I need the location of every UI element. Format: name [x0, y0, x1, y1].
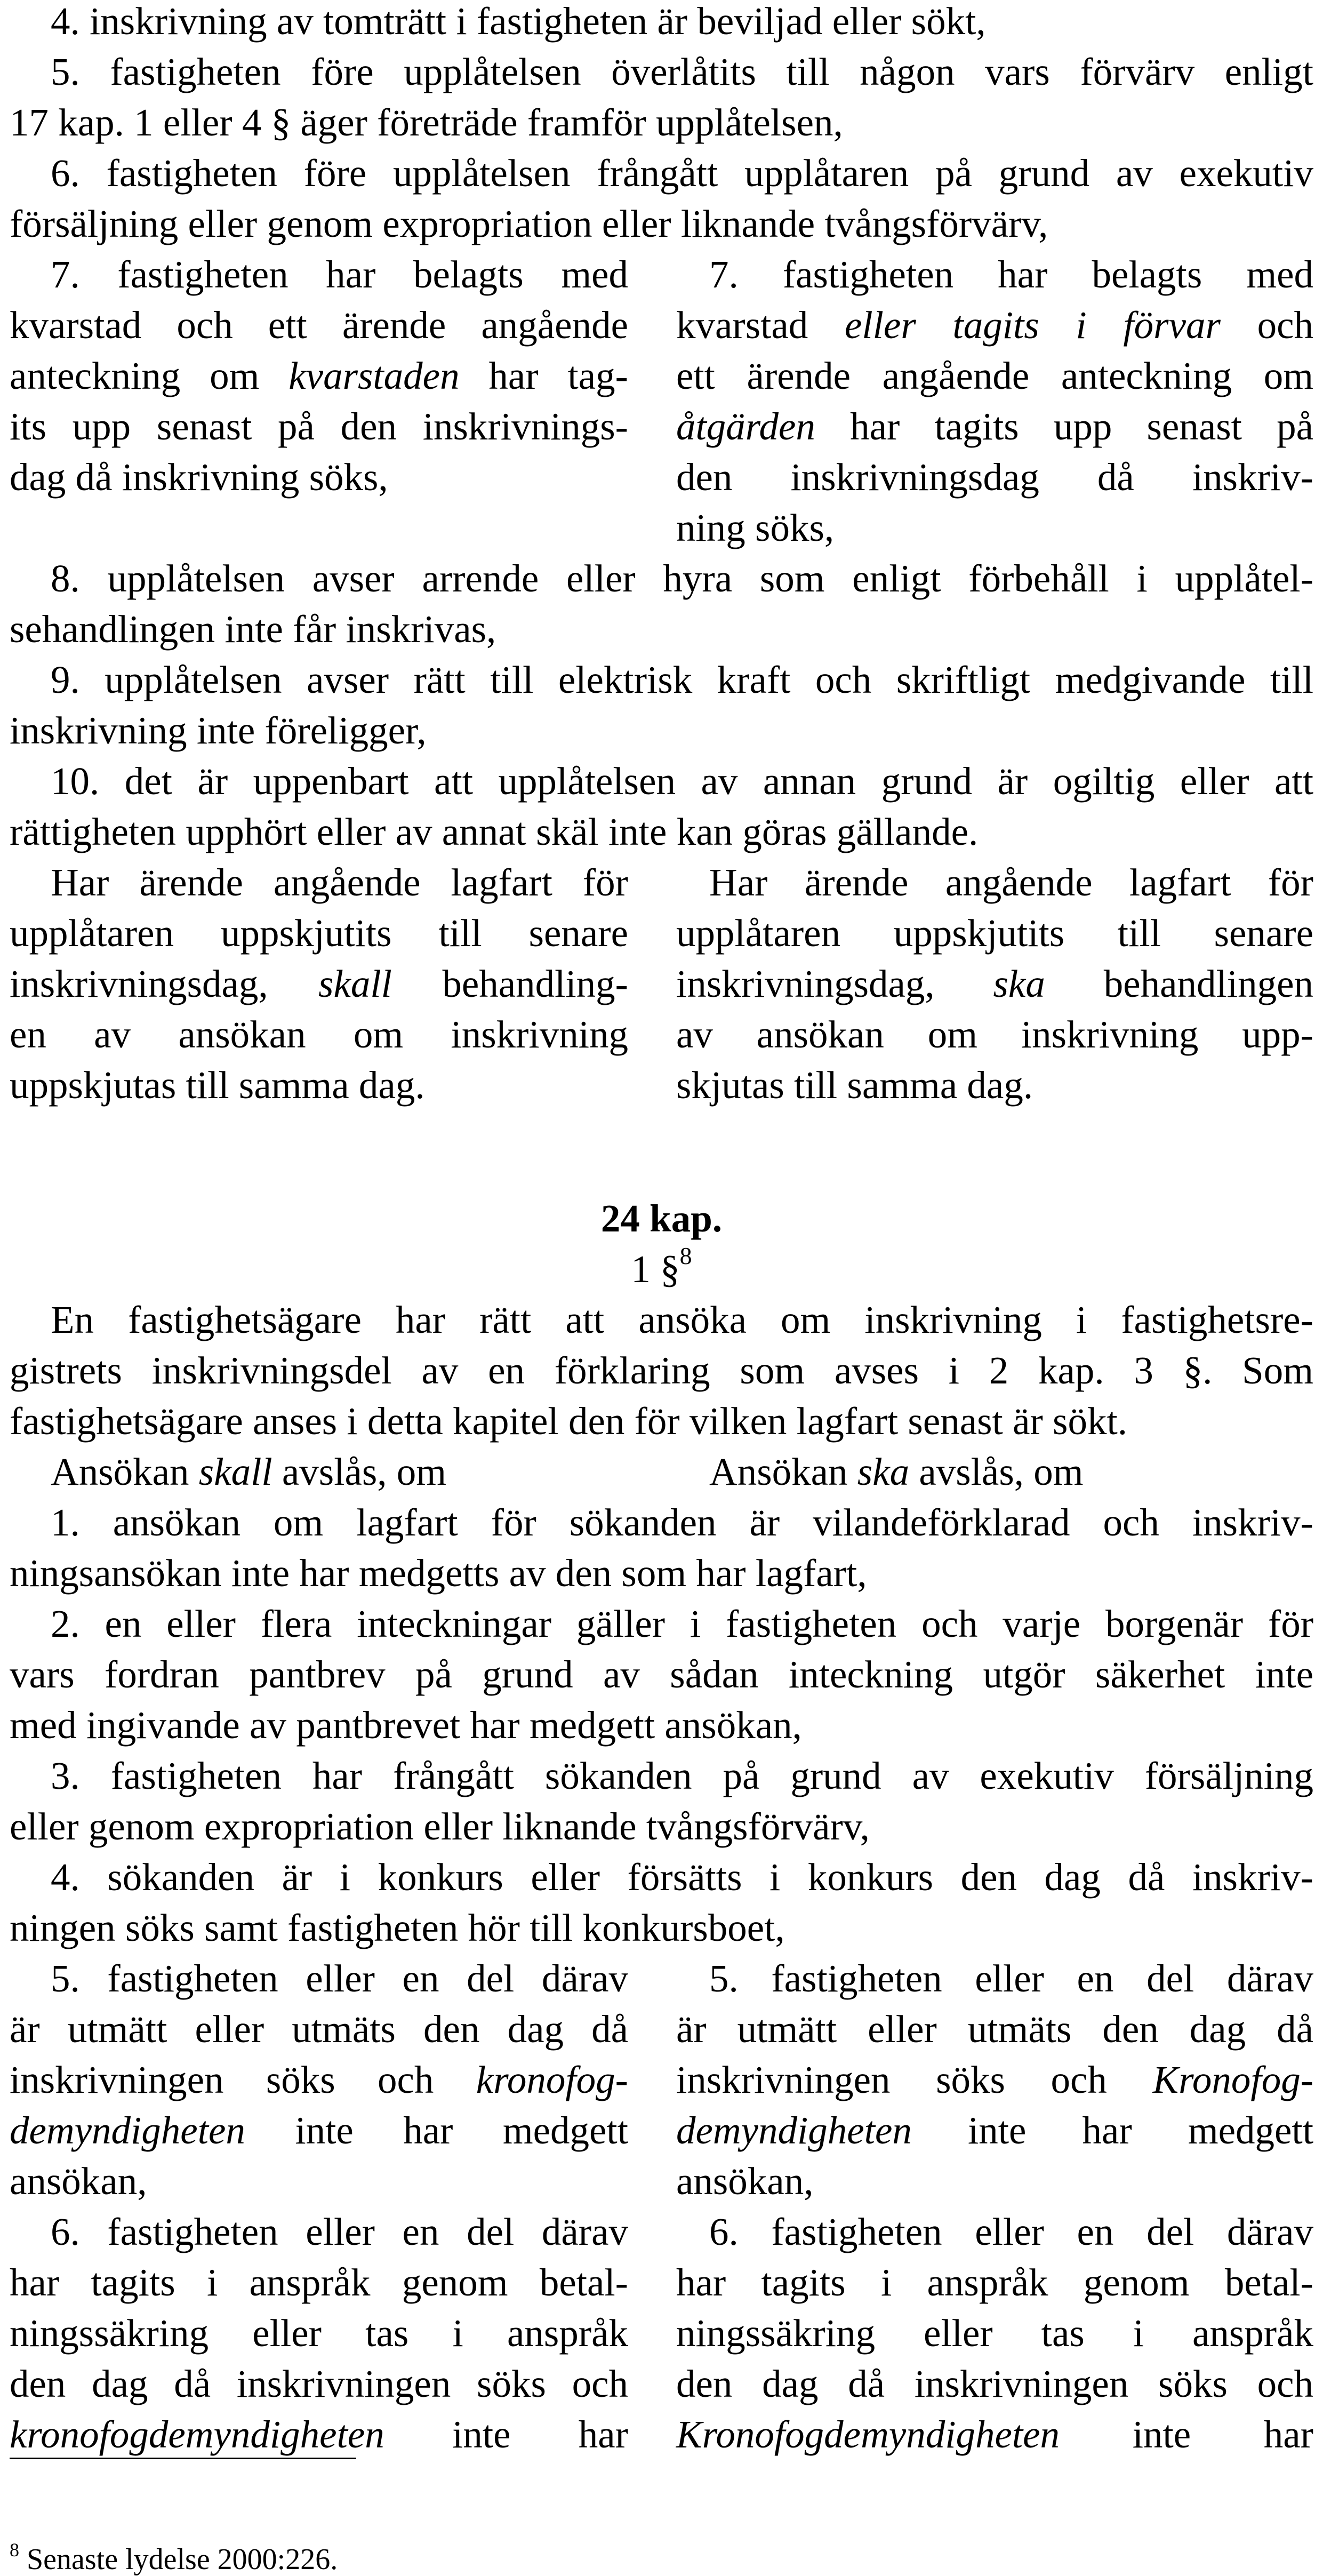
- ch24-item6-proposed-line-3: ningssäkring eller tas i anspråk: [676, 2311, 1313, 2355]
- ch24-item-3-line-2: eller genom expropriation eller liknande tvångsförvärv,: [10, 1805, 870, 1848]
- ch24-item5-current-line-1: 5. fastigheten eller en del därav: [51, 1957, 628, 2000]
- item7-proposed-line-5: den inskrivningsdag då inskriv-: [676, 455, 1313, 499]
- italic-emphasis: åtgärden: [676, 405, 815, 448]
- list-item-5-line-2: 17 kap. 1 eller 4 § äger företräde framför upplåtelsen,: [10, 101, 843, 144]
- ch24-item-2-line-2: vars fordran pantbrev på grund av sådan inteckning utgör säkerhet inte: [10, 1653, 1313, 1696]
- intro-line-2: gistrets inskrivningsdel av en förklaring som avses i 2 kap. 3 §. Som: [10, 1349, 1313, 1392]
- italic-emphasis: skall: [198, 1450, 272, 1493]
- italic-emphasis: kronofogdemyndigheten: [10, 2413, 384, 2456]
- italic-emphasis: demyndigheten: [10, 2109, 245, 2152]
- ch24-item-3-line-1: 3. fastigheten har frångått sökanden på grund av exekutiv försäljning: [51, 1754, 1313, 1797]
- ch24-item5-proposed-line-3: inskrivningen söks och Kronofog-: [676, 2058, 1313, 2101]
- lagfart-current-line-2: upplåtaren uppskjutits till senare: [10, 911, 628, 955]
- ch24-item5-current-line-2: är utmätt eller utmäts den dag då: [10, 2007, 628, 2051]
- ch24-item6-current-line-3: ningssäkring eller tas i anspråk: [10, 2311, 628, 2355]
- list-item-9-line-2: inskrivning inte föreligger,: [10, 709, 427, 752]
- list-item-8-line-2: sehandlingen inte får inskrivas,: [10, 607, 496, 651]
- lagfart-proposed-line-3: inskrivningsdag, ska behandlingen: [676, 962, 1313, 1005]
- lagfart-proposed-line-5: skjutas till samma dag.: [676, 1063, 1033, 1107]
- ch24-item5-current-line-5: ansökan,: [10, 2159, 147, 2203]
- item7-proposed-line-2: kvarstad eller tagits i förvar och: [676, 303, 1314, 347]
- ch24-item-4-line-1: 4. sökanden är i konkurs eller försätts i konkurs den dag då inskriv-: [51, 1855, 1313, 1899]
- item7-proposed-line-1: 7. fastigheten har belagts med: [709, 253, 1313, 296]
- ch24-item5-proposed-line-4: demyndigheten inte har medgett: [676, 2109, 1313, 2152]
- ch24-item-2-line-3: med ingivande av pantbrevet har medgett ansökan,: [10, 1703, 802, 1747]
- section-label: 1 §: [631, 1247, 680, 1291]
- list-item-5-line-1: 5. fastigheten före upplåtelsen överlåtits till någon vars förvärv enligt: [51, 50, 1313, 93]
- ch24-item5-proposed-line-2: är utmätt eller utmäts den dag då: [676, 2007, 1313, 2051]
- footnote: [10, 2539, 338, 2576]
- footnote-number: 8: [10, 2539, 19, 2561]
- italic-emphasis: kronofog-: [476, 2058, 628, 2101]
- item7-current-line-5: dag då inskrivning söks,: [10, 455, 388, 499]
- footnote-divider: [10, 2458, 356, 2459]
- avslas-current: Ansökan skall avslås, om: [51, 1450, 447, 1493]
- lagfart-current-line-3: inskrivningsdag, skall behandling-: [10, 962, 628, 1005]
- ch24-item5-current-line-3: inskrivningen söks och kronofog-: [10, 2058, 628, 2101]
- italic-emphasis: Kronofogdemyndigheten: [676, 2413, 1060, 2456]
- italic-emphasis: kvarstaden: [288, 354, 460, 397]
- item7-current-line-2: kvarstad och ett ärende angående: [10, 303, 628, 347]
- intro-line-3: fastighetsägare anses i detta kapitel den för vilken lagfart senast är sökt.: [10, 1399, 1127, 1443]
- ch24-item5-current-line-4: demyndigheten inte har medgett: [10, 2109, 628, 2152]
- item7-proposed-line-3: ett ärende angående anteckning om: [676, 354, 1313, 397]
- lagfart-current-line-4: en av ansökan om inskrivning: [10, 1013, 628, 1056]
- list-item-4: 4. inskrivning av tomträtt i fastigheten är beviljad eller sökt,: [51, 0, 986, 43]
- item7-proposed-line-4: åtgärden har tagits upp senast på: [676, 405, 1313, 448]
- item7-current-line-3: anteckning om kvarstaden har tag-: [10, 354, 628, 397]
- italic-emphasis: eller tagits i förvar: [845, 303, 1221, 347]
- italic-emphasis: Kronofog-: [1152, 2058, 1313, 2101]
- lagfart-proposed-line-2: upplåtaren uppskjutits till senare: [676, 911, 1313, 955]
- item7-current-line-4: its upp senast på den inskrivnings-: [10, 405, 628, 448]
- list-item-6-line-1: 6. fastigheten före upplåtelsen frångått upplåtaren på grund av exekutiv: [51, 151, 1313, 195]
- ch24-item6-proposed-line-2: har tagits i anspråk genom betal-: [676, 2261, 1313, 2304]
- intro-line-1: En fastighetsägare har rätt att ansöka om inskrivning i fastighetsre-: [51, 1298, 1313, 1341]
- ch24-item-1-line-2: ningsansökan inte har medgetts av den som har lagfart,: [10, 1551, 867, 1595]
- list-item-10-line-2: rättigheten upphört eller av annat skäl inte kan göras gällande.: [10, 810, 979, 853]
- ch24-item5-proposed-line-1: 5. fastigheten eller en del därav: [709, 1957, 1313, 2000]
- ch24-item-2-line-1: 2. en eller flera inteckningar gäller i fastigheten och varje borgenär för: [51, 1602, 1313, 1645]
- footnote-text: Senaste lydelse 2000:226.: [27, 2543, 338, 2576]
- ch24-item6-proposed-line-4: den dag då inskrivningen söks och: [676, 2362, 1313, 2405]
- italic-emphasis: skall: [318, 962, 392, 1005]
- list-item-8-line-1: 8. upplåtelsen avser arrende eller hyra som enligt förbehåll i upplåtel-: [51, 557, 1313, 600]
- italic-emphasis: ska: [993, 962, 1045, 1005]
- list-item-6-line-2: försäljning eller genom expropriation eller liknande tvångsförvärv,: [10, 202, 1048, 245]
- italic-emphasis: demyndigheten: [676, 2109, 912, 2152]
- ch24-item-4-line-2: ningen söks samt fastigheten hör till konkursboet,: [10, 1906, 785, 1949]
- italic-emphasis: ska: [857, 1450, 910, 1493]
- item7-proposed-line-6: ning söks,: [676, 506, 835, 549]
- ch24-item6-current-line-1: 6. fastigheten eller en del därav: [51, 2210, 628, 2253]
- ch24-item6-current-line-2: har tagits i anspråk genom betal-: [10, 2261, 628, 2304]
- ch24-item6-proposed-line-5: Kronofogdemyndigheten inte har: [676, 2413, 1313, 2456]
- lagfart-current-line-5: uppskjutas till samma dag.: [10, 1063, 425, 1107]
- ch24-item6-current-line-5: kronofogdemyndigheten inte har: [10, 2413, 628, 2456]
- avslas-proposed: Ansökan ska avslås, om: [709, 1450, 1084, 1493]
- ch24-item5-proposed-line-5: ansökan,: [676, 2159, 814, 2203]
- lagfart-current-line-1: Har ärende angående lagfart för: [51, 861, 628, 904]
- item7-current-line-1: 7. fastigheten har belagts med: [51, 253, 628, 296]
- ch24-item6-current-line-4: den dag då inskrivningen söks och: [10, 2362, 628, 2405]
- list-item-9-line-1: 9. upplåtelsen avser rätt till elektrisk kraft och skriftligt medgivande till: [51, 658, 1313, 701]
- ch24-item6-proposed-line-1: 6. fastigheten eller en del därav: [709, 2210, 1313, 2253]
- section-heading: [0, 1242, 1323, 1293]
- ch24-item-1-line-1: 1. ansökan om lagfart för sökanden är vilandeförklarad och inskriv-: [51, 1501, 1313, 1544]
- footnote-ref: 8: [679, 1242, 692, 1269]
- chapter-heading: 24 kap.: [600, 1197, 723, 1240]
- list-item-10-line-1: 10. det är uppenbart att upplåtelsen av annan grund är ogiltig eller att: [51, 759, 1313, 803]
- lagfart-proposed-line-4: av ansökan om inskrivning upp-: [676, 1013, 1313, 1056]
- lagfart-proposed-line-1: Har ärende angående lagfart för: [709, 861, 1313, 904]
